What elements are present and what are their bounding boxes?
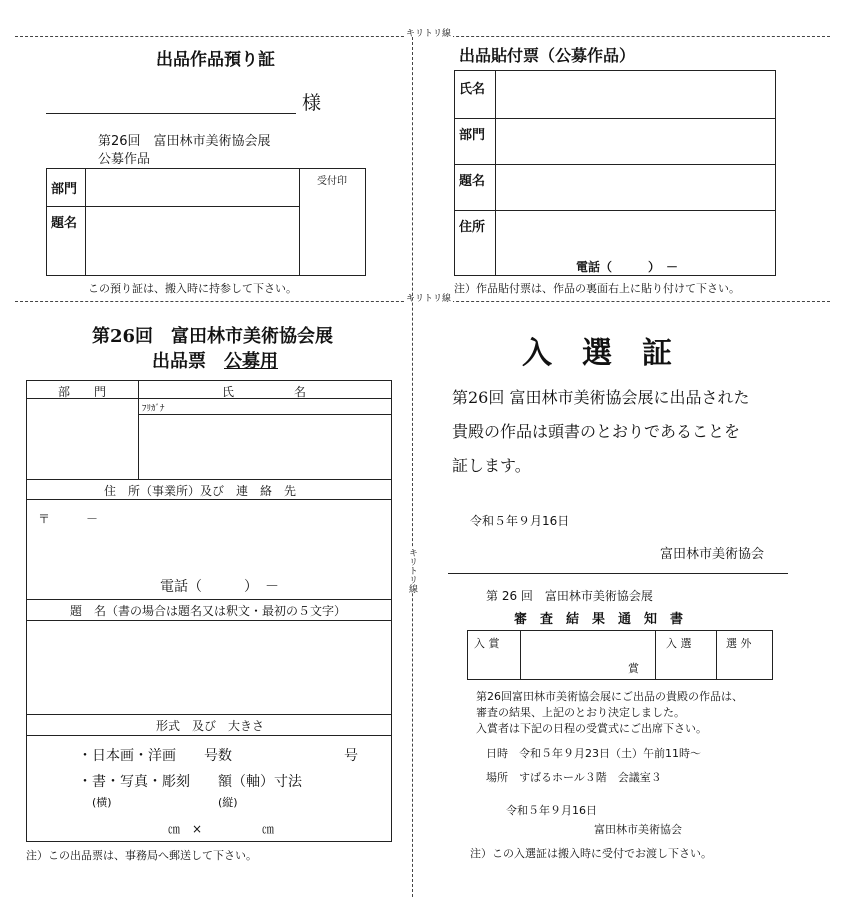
result-org: 富田林市美術協会 — [594, 823, 682, 836]
label-tag-title: 出品貼付票（公募作品） — [459, 46, 636, 65]
result-place: 場所 すばるホール３階 会議室３ — [486, 771, 662, 784]
label-tag-label-divider — [495, 70, 496, 276]
result-prize-label-divider — [520, 630, 521, 680]
certificate-body-line3: 証します。 — [452, 456, 531, 475]
result-exhibition: 第 26 回 富田林市美術協会展 — [486, 589, 653, 603]
receipt-sama: 様 — [302, 92, 322, 114]
label-tag-field-name: 氏名 — [459, 82, 486, 97]
result-body-line1: 第26回富田林市美術協会展にご出品の貴殿の作品は、 — [476, 690, 743, 703]
result-col-selected: 入 選 — [666, 637, 692, 650]
result-date: 令和５年９月16日 — [506, 804, 597, 817]
result-body-line3: 入賞者は下記の日程の受賞式にご出席下さい。 — [476, 722, 707, 735]
entry-furigana: ﾌﾘｶﾞﾅ — [142, 404, 165, 414]
result-selected-divider — [716, 630, 717, 680]
entry-postal: 〒 － — [38, 512, 99, 526]
cut-label-vertical: キリトリ線 — [407, 548, 417, 593]
result-note: 注）この入選証は搬入時に受付でお渡し下さい。 — [470, 847, 712, 860]
certificate-org: 富田林市美術協会 — [660, 547, 765, 562]
entry-furigana-bottom — [138, 414, 392, 415]
entry-format-header: 形式 及び 大きさ — [156, 719, 265, 733]
result-datetime: 日時 令和５年９月23日（土）午前11時～ — [486, 747, 701, 760]
certificate-title: 入 選 証 — [522, 336, 672, 371]
result-title: 審 査 結 果 通 知 書 — [514, 612, 684, 627]
label-tag-row1 — [454, 118, 776, 119]
cut-label-middle: キリトリ線 — [406, 294, 452, 304]
entry-format-line1-unit: 号 — [344, 748, 358, 764]
entry-phone: 電話（ ） － — [160, 579, 279, 595]
cut-line-vertical — [412, 37, 413, 897]
label-tag-table — [454, 70, 776, 276]
certificate-body-line2: 貴殿の作品は頭書のとおりであることを — [452, 422, 741, 441]
label-tag-phone: 電話（ ） － — [576, 260, 679, 274]
result-prize-suffix: 賞 — [628, 662, 639, 675]
receipt-exhibition: 第26回 富田林市美術協会展 — [98, 134, 271, 149]
entry-bumon-divider — [138, 380, 139, 479]
label-tag-field-address: 住所 — [459, 220, 486, 235]
cut-label-top: キリトリ線 — [406, 29, 452, 39]
certificate-separator — [448, 573, 788, 574]
entry-name-bottom — [26, 479, 392, 480]
receipt-field-bumon: 部門 — [51, 182, 78, 197]
label-tag-field-daimei: 題名 — [459, 174, 486, 189]
label-tag-note: 注）作品貼付票は、作品の裏面右上に貼り付けて下さい。 — [454, 282, 740, 295]
entry-title-underlined: 公募用 — [224, 351, 278, 372]
entry-col-name: 氏 名 — [222, 385, 307, 399]
receipt-field-daimei: 題名 — [51, 216, 78, 231]
entry-note: 注）この出品票は、事務局へ郵送して下さい。 — [26, 849, 257, 862]
result-body-line2: 審査の結果、上記のとおり決定しました。 — [476, 706, 685, 719]
entry-col-bumon: 部 門 — [58, 385, 107, 399]
entry-address-header: 住 所（事業所）及び 連 絡 先 — [104, 484, 297, 498]
receipt-stamp-divider — [299, 168, 300, 276]
entry-title-line1: 第26回 富田林市美術協会展 — [92, 326, 334, 347]
receipt-category: 公募作品 — [98, 152, 151, 167]
entry-title-prefix: 出品票 — [152, 351, 224, 372]
entry-size-line: ㎝ × ㎝ — [168, 822, 275, 836]
receipt-row-divider — [46, 206, 300, 207]
entry-title-line2 — [152, 347, 278, 373]
entry-format-line1: ・日本画・洋画 号数 — [78, 748, 232, 764]
receipt-note: この預り証は、搬入時に持参して下さい。 — [88, 282, 297, 295]
certificate-date: 令和５年９月16日 — [470, 514, 570, 528]
result-col-prize: 入 賞 — [474, 637, 500, 650]
entry-title-header: 題 名（書の場合は題名又は釈文・最初の５文字） — [70, 604, 347, 618]
certificate-body-line1: 第26回 富田林市美術協会展に出品された — [452, 388, 750, 407]
entry-title-bottom — [26, 714, 392, 715]
result-prize-divider — [655, 630, 656, 680]
receipt-name-line — [46, 113, 296, 114]
receipt-stamp-label: 受付印 — [317, 176, 347, 187]
entry-address-bottom — [26, 599, 392, 600]
entry-width-label: (横) — [92, 796, 112, 809]
receipt-label-divider — [85, 168, 86, 276]
label-tag-row2 — [454, 164, 776, 165]
entry-address-header-bottom — [26, 499, 392, 500]
entry-title-header-bottom — [26, 620, 392, 621]
result-col-rejected: 選 外 — [726, 637, 752, 650]
entry-format-line2: ・書・写真・彫刻 額（軸）寸法 — [78, 774, 302, 790]
receipt-title: 出品作品預り証 — [156, 50, 275, 70]
entry-format-header-bottom — [26, 735, 392, 736]
label-tag-row3 — [454, 210, 776, 211]
entry-height-label: (縦) — [218, 796, 238, 809]
label-tag-field-bumon: 部門 — [459, 128, 486, 143]
